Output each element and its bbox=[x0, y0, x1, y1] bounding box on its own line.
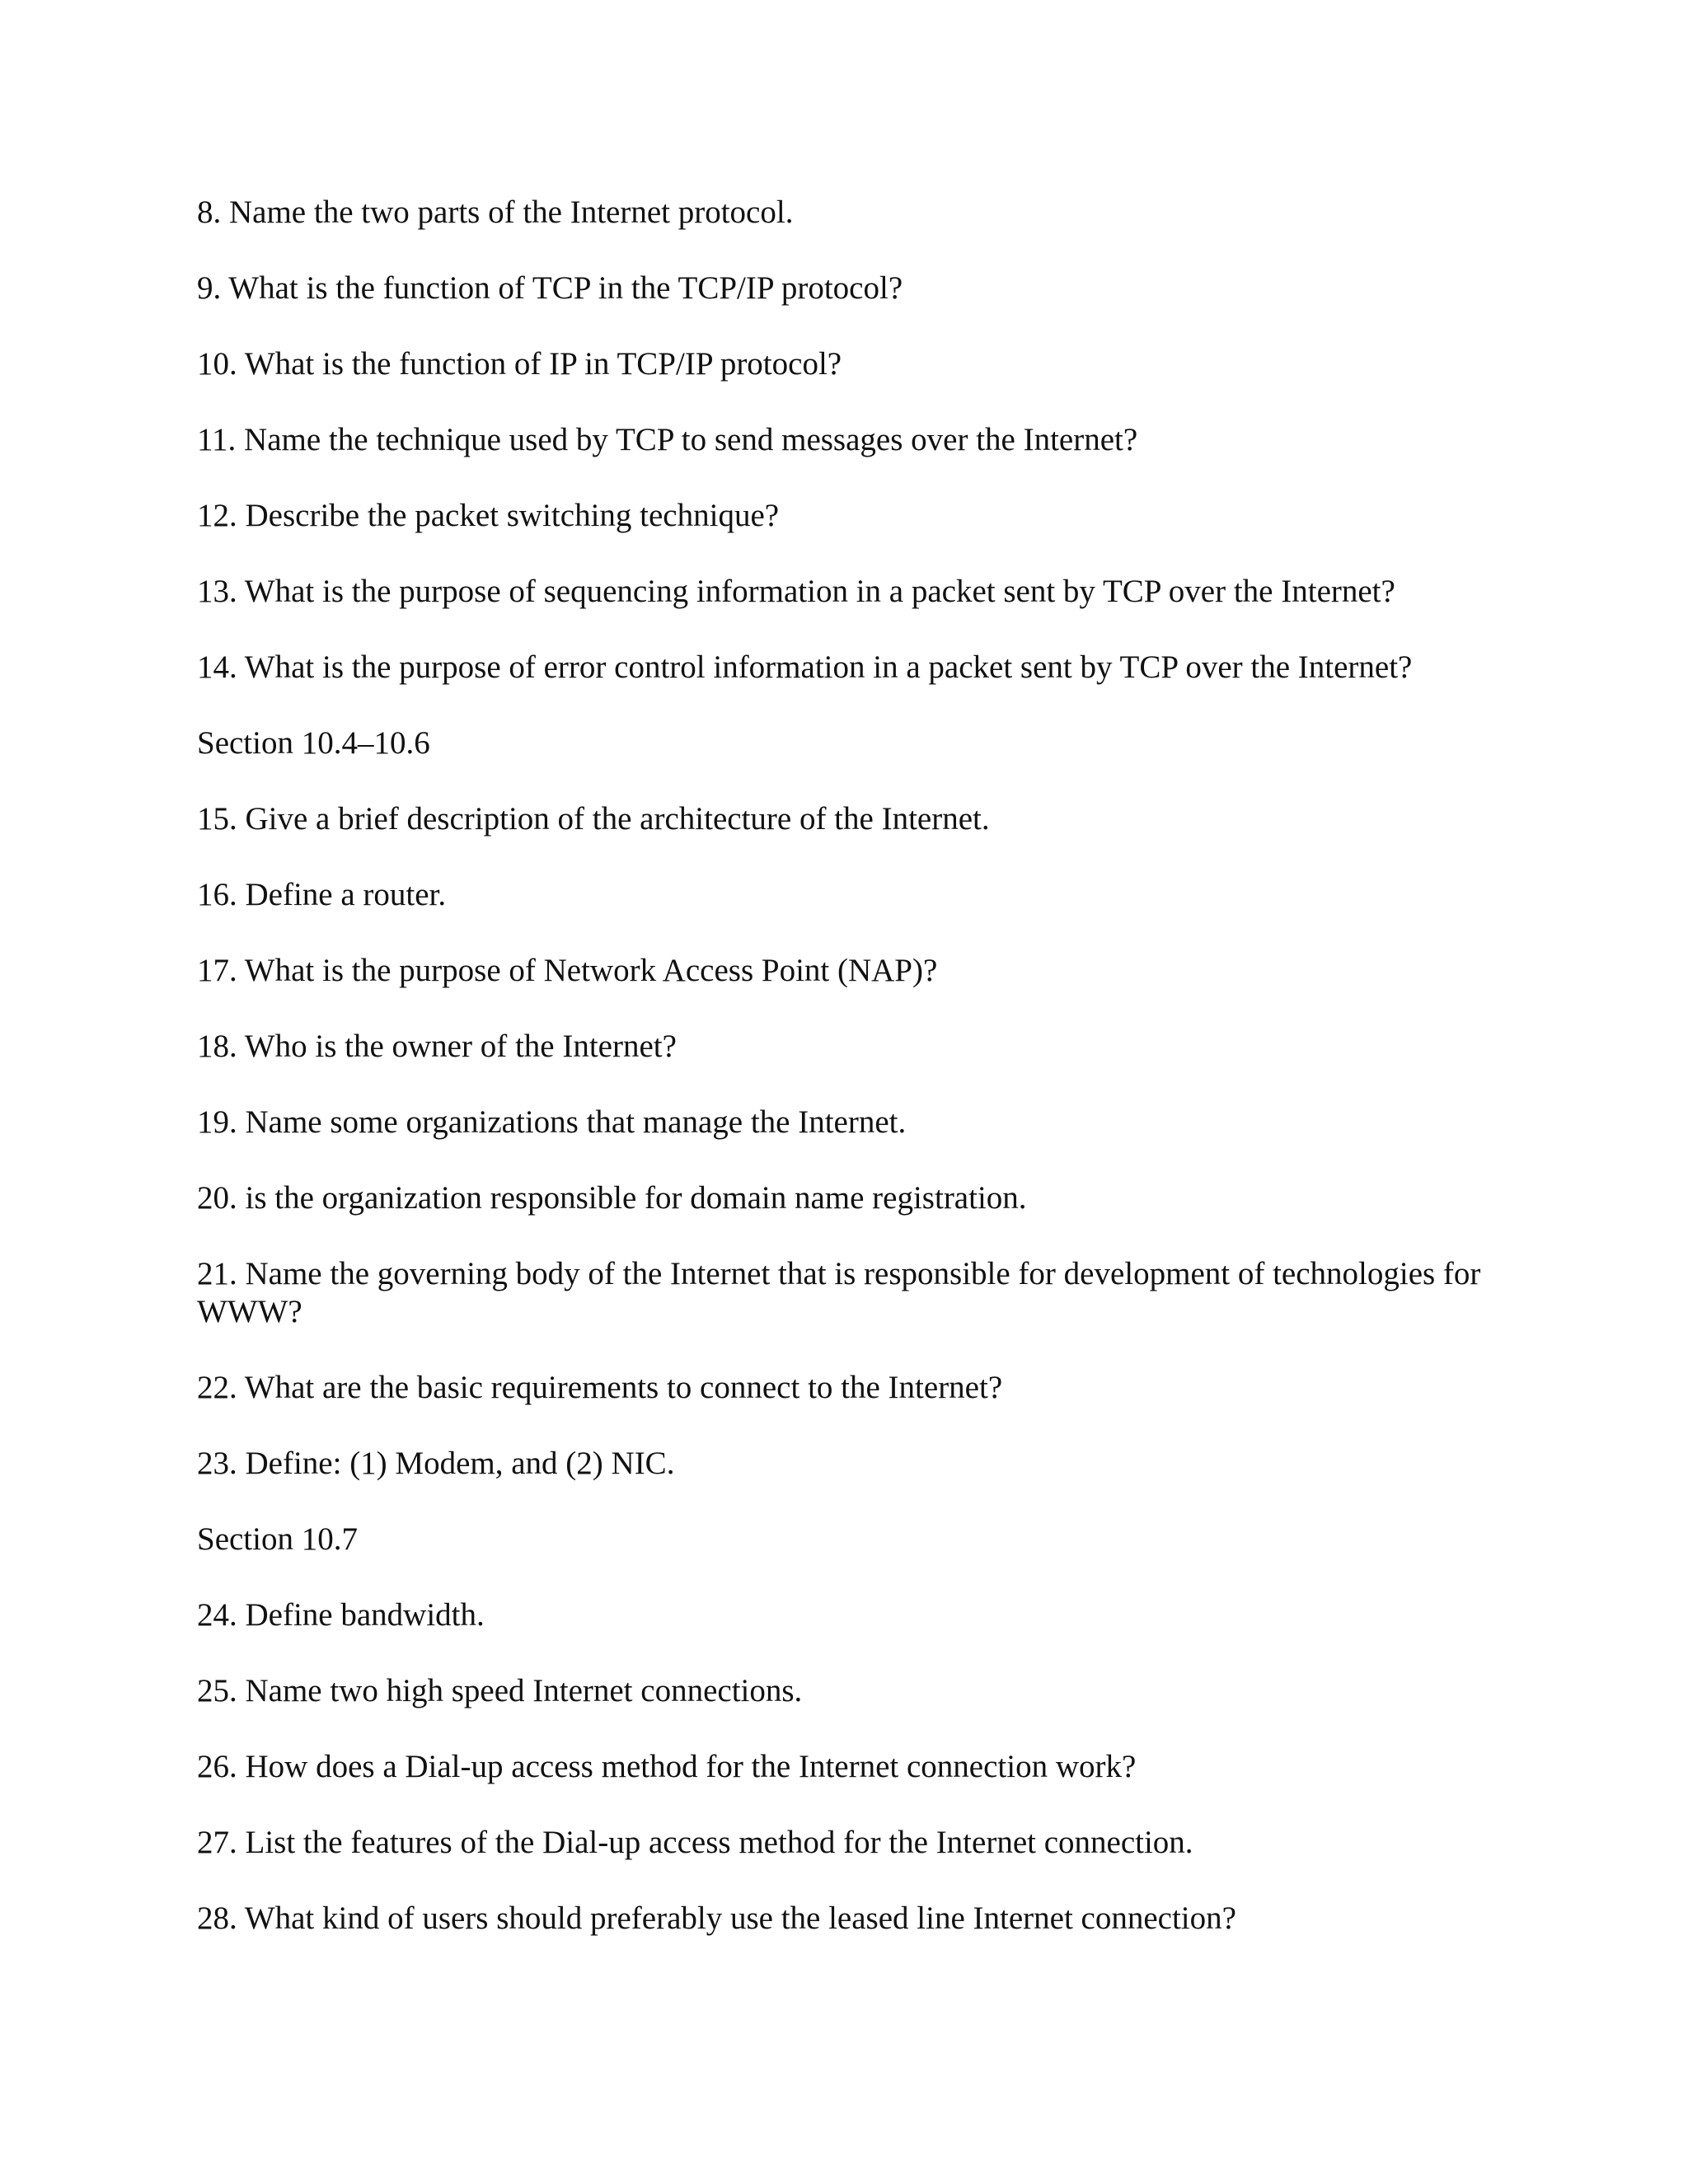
question-8: 8. Name the two parts of the Internet protocol. bbox=[197, 194, 794, 230]
section-heading: Section 10.4–10.6 bbox=[197, 725, 430, 761]
question-24: 24. Define bandwidth. bbox=[197, 1597, 485, 1633]
question-11: 11. Name the technique used by TCP to send messages over the Internet? bbox=[197, 422, 1138, 457]
section-heading: Section 10.7 bbox=[197, 1521, 358, 1557]
question-10: 10. What is the function of IP in TCP/IP protocol? bbox=[197, 346, 842, 382]
question-12: 12. Describe the packet switching technique? bbox=[197, 498, 780, 533]
question-25: 25. Name two high speed Internet connections. bbox=[197, 1673, 803, 1708]
question-23: 23. Define: (1) Modem, and (2) NIC. bbox=[197, 1446, 675, 1481]
question-17: 17. What is the purpose of Network Access Point (NAP)? bbox=[197, 953, 938, 988]
question-15: 15. Give a brief description of the architecture of the Internet. bbox=[197, 801, 990, 837]
question-14: 14. What is the purpose of error control information in a packet sent by TCP over the Internet? bbox=[197, 649, 1413, 685]
question-9: 9. What is the function of TCP in the TCP/IP protocol? bbox=[197, 270, 903, 306]
question-26: 26. How does a Dial-up access method for the Internet connection work? bbox=[197, 1749, 1137, 1784]
question-28: 28. What kind of users should preferably use the leased line Internet connection? bbox=[197, 1900, 1236, 1936]
question-27: 27. List the features of the Dial-up access method for the Internet connection. bbox=[197, 1825, 1193, 1860]
question-22: 22. What are the basic requirements to connect to the Internet? bbox=[197, 1370, 1003, 1405]
question-19: 19. Name some organizations that manage the Internet. bbox=[197, 1104, 907, 1140]
question-21: 21. Name the governing body of the Internet that is responsible for development of technologies for WWW? bbox=[197, 1256, 1481, 1329]
question-20: 20. is the organization responsible for domain name registration. bbox=[197, 1180, 1027, 1216]
question-16: 16. Define a router. bbox=[197, 877, 447, 912]
question-13: 13. What is the purpose of sequencing information in a packet sent by TCP over the Internet? bbox=[197, 574, 1395, 609]
question-18: 18. Who is the owner of the Internet? bbox=[197, 1029, 677, 1064]
